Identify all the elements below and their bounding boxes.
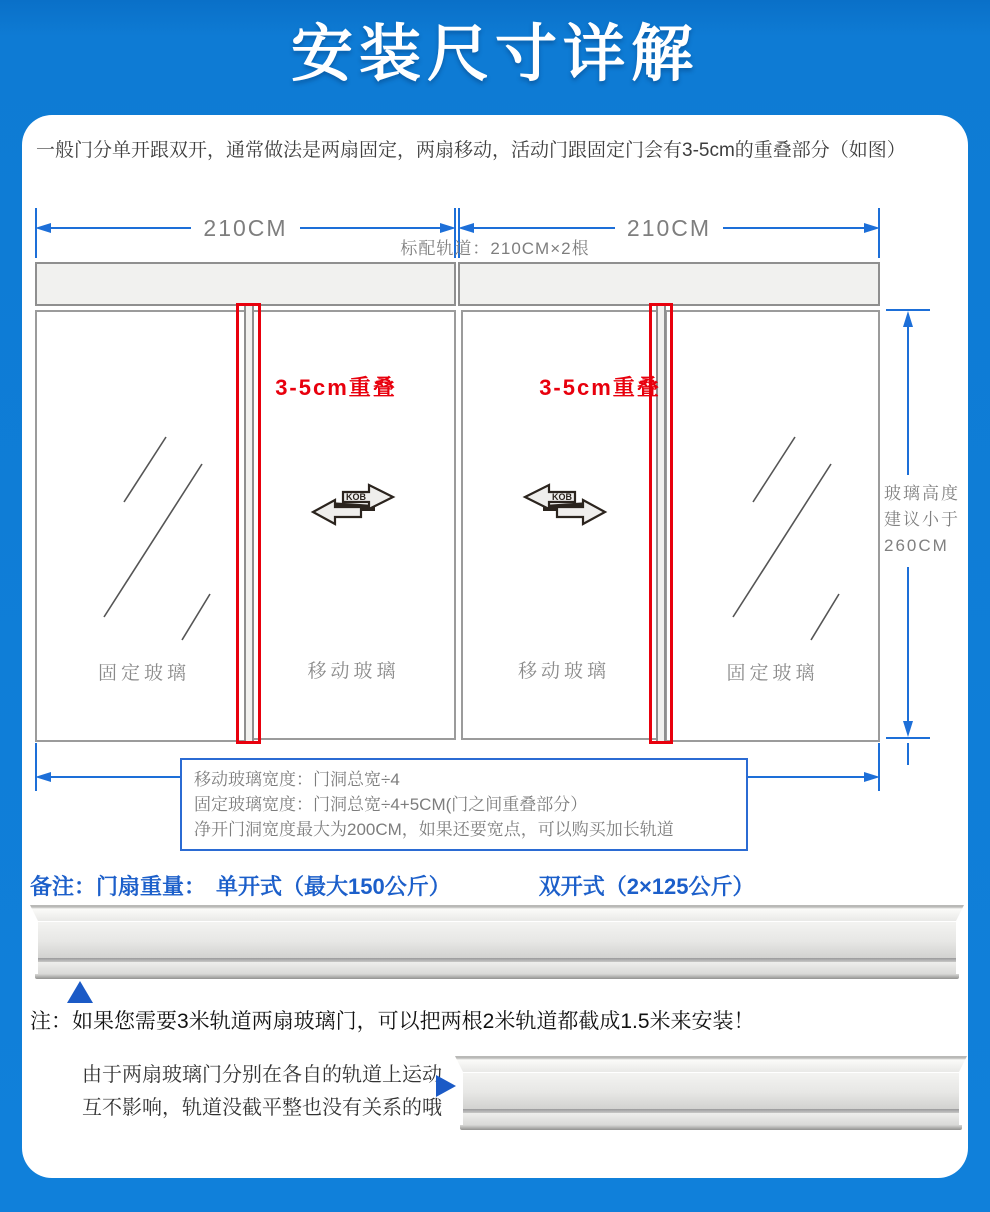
track-crown — [455, 1056, 967, 1072]
bottom-note — [82, 1059, 442, 1125]
formula-line: 移动玻璃宽度：门洞总宽÷4 — [194, 770, 400, 789]
height-note-line: 建议小于 — [884, 510, 960, 529]
dimension-line — [474, 227, 615, 229]
dimension-line — [300, 227, 440, 229]
panel-fixed-right — [665, 310, 880, 742]
track-body — [463, 1072, 959, 1109]
track-lower — [38, 962, 956, 974]
overlap-label-right: 3-5cm重叠 — [539, 375, 661, 400]
brand-text: KOB — [346, 492, 366, 502]
panel-label: 移动玻璃 — [307, 661, 400, 682]
bottom-note-line: 互不影响，轨道没截平整也没有关系的哦 — [82, 1097, 442, 1119]
track-spec-label: 标配轨道：210CM×2根 — [400, 239, 590, 258]
dimension-right-label: 210CM — [626, 214, 712, 241]
pointer-up-icon — [67, 981, 93, 1003]
panel-fixed-left — [35, 310, 253, 742]
extension-line — [907, 743, 909, 765]
intro-text: 一般门分单开跟双开，通常做法是两扇固定，两扇移动，活动门跟固定门会有3-5cm的重叠部分（如图） — [36, 140, 906, 161]
content-card — [22, 115, 968, 1178]
weight-remark-prefix: 备注：门扇重量： — [30, 874, 207, 899]
dimension-left-label: 210CM — [203, 214, 288, 241]
kob-logo-icon — [309, 480, 397, 530]
kob-logo-icon — [521, 480, 609, 530]
panel-label: 移动玻璃 — [517, 661, 610, 682]
track-crown — [30, 905, 964, 921]
pointer-right-icon — [436, 1075, 456, 1097]
weight-double: 双开式（2×125公斤） — [538, 874, 755, 899]
panel-label: 固定玻璃 — [726, 663, 819, 684]
weight-remark — [30, 870, 755, 901]
arrowhead-left-icon — [35, 223, 51, 233]
extension-tick — [886, 737, 930, 739]
rail-bar-left — [35, 262, 456, 306]
track-profile-image — [30, 905, 964, 979]
dimension-line — [51, 227, 191, 229]
rail-bar-right — [458, 262, 880, 306]
arrowhead-right-icon — [440, 223, 456, 233]
track-lip — [460, 1125, 962, 1130]
formula-box — [180, 758, 748, 851]
dimension-line — [723, 227, 864, 229]
dimension-line — [907, 325, 909, 475]
arrowhead-down-icon — [903, 721, 913, 737]
track-profile-image — [455, 1056, 967, 1130]
glass-shine-icon — [84, 402, 234, 652]
arrowhead-left-icon — [35, 772, 51, 782]
glass-edge-strip — [244, 306, 254, 741]
track-lip — [35, 974, 959, 979]
bottom-note-line: 由于两扇玻璃门分别在各自的轨道上运动 — [82, 1064, 442, 1086]
formula-line: 净开门洞宽度最大为200CM，如果还要宽点，可以购买加长轨道 — [194, 820, 674, 839]
overlap-highlight-right — [649, 303, 673, 744]
track-body — [38, 921, 956, 958]
formula-line: 固定玻璃宽度：门洞总宽÷4+5CM(门之间重叠部分） — [194, 795, 588, 814]
weight-single: 单开式（最大150公斤） — [216, 874, 451, 899]
arrowhead-right-icon — [864, 223, 880, 233]
arrowhead-left-icon — [458, 223, 474, 233]
track-lower — [463, 1113, 959, 1125]
glass-shine-icon — [713, 402, 863, 652]
height-note-line: 玻璃高度 — [884, 484, 960, 503]
height-note-line: 260CM — [884, 536, 949, 555]
brand-text: KOB — [552, 492, 572, 502]
dimension-line — [907, 567, 909, 723]
height-note — [884, 481, 980, 559]
panel-label: 固定玻璃 — [97, 663, 190, 684]
overlap-label-left: 3-5cm重叠 — [275, 375, 397, 400]
cut-note: 注：如果您需要3米轨道两扇玻璃门，可以把两根2米轨道都截成1.5米来安装！ — [30, 1010, 755, 1033]
arrowhead-right-icon — [864, 772, 880, 782]
overlap-highlight-left — [236, 303, 261, 744]
page-title: 安装尺寸详解 — [290, 20, 699, 89]
